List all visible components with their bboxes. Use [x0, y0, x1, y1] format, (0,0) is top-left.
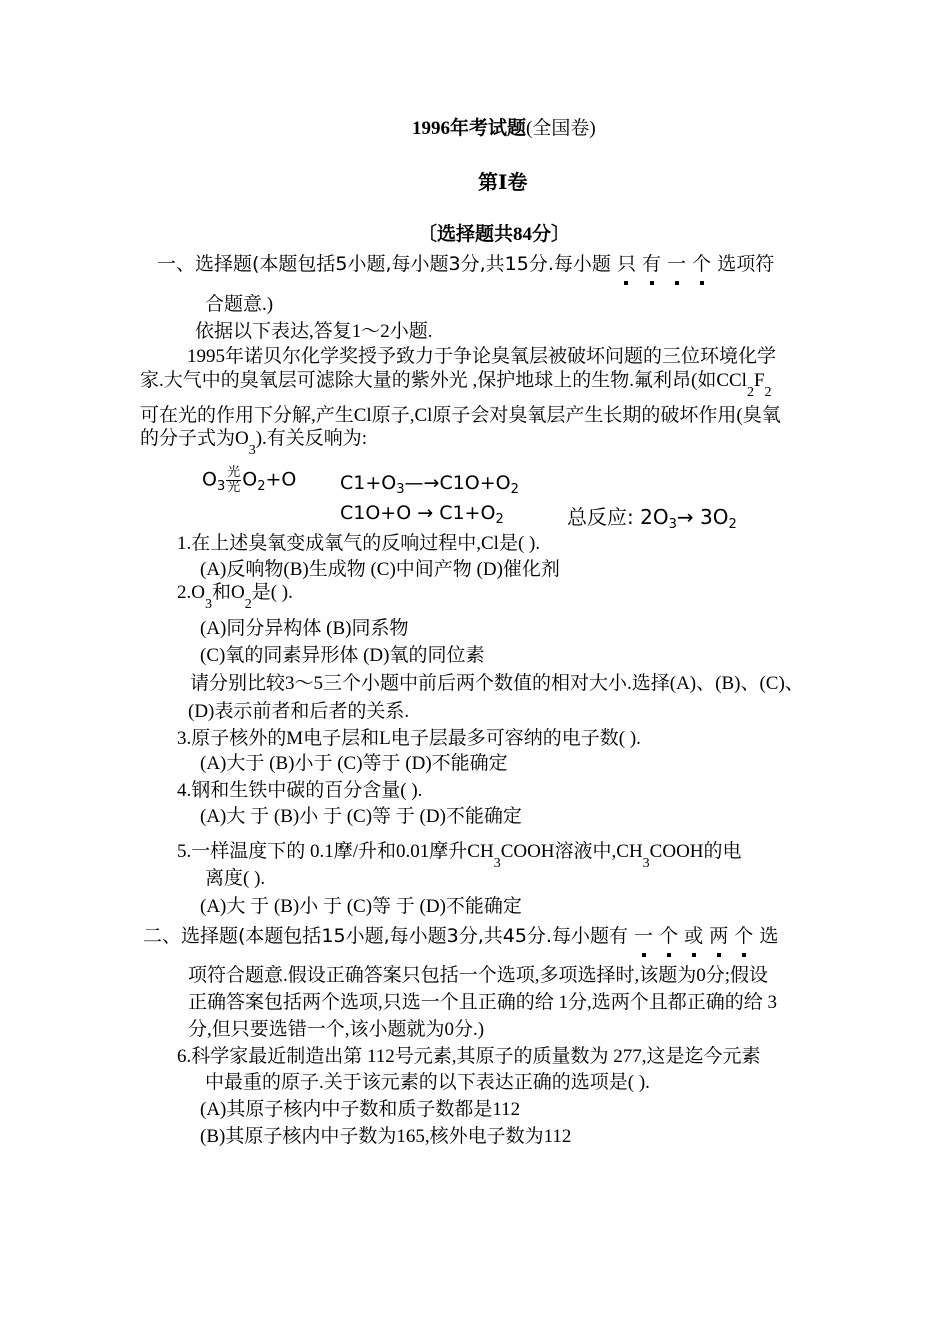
question-1-options: (A)反响物(B)生成物 (C)中间产物 (D)催化剂: [200, 559, 560, 580]
emph-char: 两: [709, 925, 729, 947]
emph-char: 或: [684, 925, 704, 947]
para-line-3: 可在光的作用下分解,产生Cl原子,Cl原子会对臭氧层产生长期的破坏作用(臭氧: [140, 405, 781, 426]
question-5-options: (A)大 于 (B)小 于 (C)等 于 (D)不能确定: [200, 896, 522, 917]
subscript: 3: [216, 478, 226, 494]
question-text: COOH的电: [649, 841, 742, 862]
emph-char: 个: [659, 925, 679, 947]
question-6-option-a: (A)其原子核内中子数和质子数都是112: [200, 1099, 521, 1120]
formula: C1+O: [340, 472, 397, 494]
para-line-4: [140, 428, 368, 458]
part1-tail: 选项符: [717, 253, 775, 275]
compare-instruction-1: 请分别比较3～5三个小题中前后两个数值的相对大小.选择(A)、(B)、(C)、: [190, 673, 804, 694]
question-text: 和O: [211, 582, 245, 603]
subscript: 3: [204, 597, 212, 612]
subscript: 2: [495, 512, 504, 527]
question-text: COOH溶液中,CH: [500, 841, 643, 862]
question-2: [177, 582, 293, 612]
emph-char: 个: [692, 253, 712, 275]
subscript: 3: [668, 517, 677, 532]
formula: 3O: [699, 505, 729, 529]
formula: C1+O: [439, 502, 496, 524]
formula: C1O+O: [439, 472, 511, 494]
subscript: 2: [257, 478, 266, 494]
subscript: 3: [248, 443, 256, 458]
question-2-options-1: (A)同分异构体 (B)同系物: [200, 618, 409, 639]
part1-cont: 合题意.): [205, 294, 274, 315]
formula: +O: [265, 468, 297, 491]
compare-instruction-2: (D)表示前者和后者的关系.: [188, 701, 410, 722]
formula: C1O+O: [340, 502, 412, 524]
total-label: 总反应:: [567, 505, 634, 529]
para-text: 家.大气中的臭氧层可滤除大量的紫外光 ,保护地球上的生物.氟利昂(如CCl: [140, 370, 747, 391]
subscript: 3: [396, 482, 405, 497]
para-line-1: 1995年诺贝尔化学奖授予致力于争论臭氧层被破坏问题的三位环境化学: [187, 346, 777, 367]
intro-text: 依据以下表达,答复1～2小题.: [195, 321, 433, 342]
question-6-cont: 中最重的原子.关于该元素的以下表达正确的选项是( ).: [205, 1072, 650, 1093]
title-bold: 1996年考试题: [412, 118, 527, 139]
subscript: 2: [244, 597, 252, 612]
para-line-2: [140, 370, 772, 400]
light-condition: [226, 466, 241, 494]
title-rest: (全国卷): [526, 118, 596, 139]
subscript: 2: [746, 385, 754, 400]
part2-cont-2: 正确答案包括两个选项,只选一个且正确的给 1分,选两个且都正确的给 3: [188, 992, 778, 1013]
part2-cont-1: 项符合题意.假设正确答案只包括一个选项,多项选择时,该题为0分;假设: [188, 965, 769, 986]
condition-top: 光: [227, 465, 241, 480]
question-4-options: (A)大 于 (B)小 于 (C)等 于 (D)不能确定: [200, 806, 522, 827]
question-6: 6.科学家最近制造出第 112号元素,其原子的质量数为 277,这是迄今元素: [177, 1046, 761, 1067]
para-text: 的分子式为O: [140, 428, 249, 449]
question-text: 2.O: [177, 582, 205, 603]
reaction-1: [202, 466, 296, 494]
question-6-option-b: (B)其原子核内中子数为165,核外电子数为112: [200, 1126, 572, 1147]
total-reaction: [567, 501, 737, 530]
question-5-cont: 离度( ).: [205, 868, 266, 889]
section-note: 〔选择题共84分〕: [418, 224, 571, 245]
question-3-options: (A)大于 (B)小于 (C)等于 (D)不能确定: [200, 753, 508, 774]
exam-title: [412, 118, 596, 140]
para-text: ).有关反响为:: [255, 428, 368, 449]
part1-lead: 一、选择题(本题包括5小题,每小题3分,共15分.每小题: [157, 253, 611, 275]
question-5: [177, 841, 742, 871]
question-2-options-2: (C)氧的同素异形体 (D)氧的同位素: [200, 645, 485, 666]
arrow-icon: —→: [404, 472, 440, 494]
volume-heading: 第Ⅰ卷: [478, 172, 528, 194]
part2-tail: 选: [759, 925, 779, 947]
formula: O: [202, 468, 217, 491]
question-text: 5.一样温度下的 0.1摩/升和0.01摩升CH: [177, 841, 494, 862]
para-text: F: [753, 370, 765, 391]
part2-cont-3: 分,但只要选错一个,该小题就为0分.): [188, 1019, 485, 1040]
part2-lead: 二、选择题(本题包括15小题,每小题3分,共45分.每小题有: [143, 925, 628, 947]
question-1: 1.在上述臭氧变成氧气的反响过程中,Cl是( ).: [177, 533, 541, 554]
subscript: 2: [764, 385, 772, 400]
reaction-3: [340, 502, 504, 527]
subscript: 2: [510, 482, 519, 497]
formula: 2O: [640, 505, 669, 529]
question-3: 3.原子核外的M电子层和L电子层最多可容纳的电子数( ).: [177, 728, 641, 749]
subscript: 3: [493, 856, 501, 871]
emph-char: 一: [634, 925, 654, 947]
emph-char: 有: [642, 253, 662, 275]
question-4: 4.钢和生铁中碳的百分含量( ).: [177, 780, 423, 801]
emph-char: 个: [734, 925, 754, 947]
emph-char: 只: [616, 253, 636, 275]
question-text: 是( ).: [251, 582, 293, 603]
subscript: 3: [642, 856, 650, 871]
part2-heading: [143, 926, 778, 948]
arrow-icon: →: [417, 502, 434, 524]
reaction-2: [340, 472, 519, 497]
formula: O: [242, 468, 258, 491]
emph-char: 一: [667, 253, 687, 275]
subscript: 2: [728, 517, 737, 532]
condition-bottom: 光: [227, 479, 241, 495]
arrow-icon: →: [676, 505, 694, 529]
part1-heading: [157, 254, 774, 276]
